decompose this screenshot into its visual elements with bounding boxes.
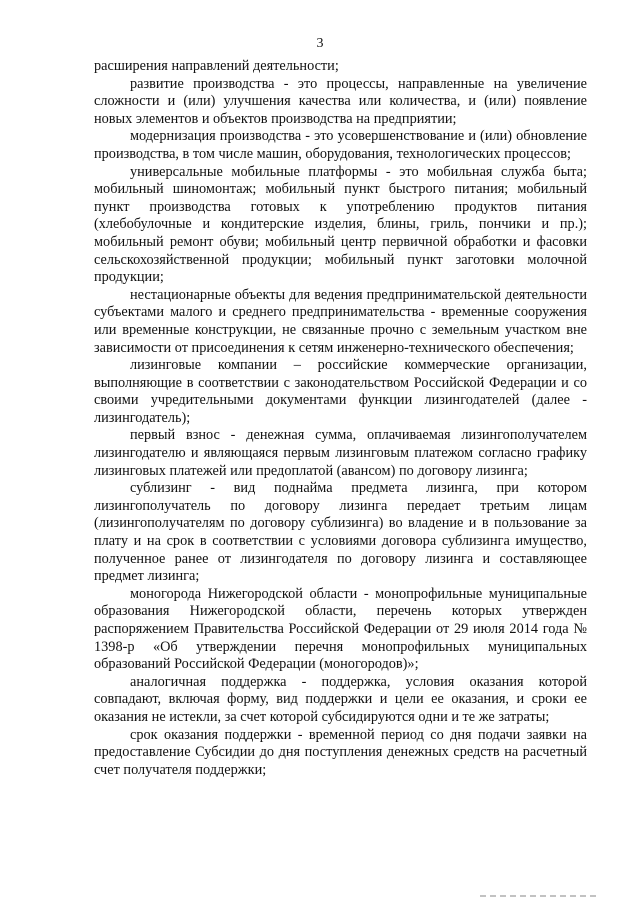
definition-paragraph: модернизация производства - это усовершенствование и (или) обновление производства, в том числе машин, оборудования, технологических процессов; [94,128,587,162]
definition-paragraph: развитие производства - это процессы, направленные на увеличение сложности и (или) улучшения качества или количества, и (или) появление новых элементов и объектов производства на предприятии; [94,75,587,127]
definition-paragraph: моногорода Нижегородской области - монопрофильные муниципальные образования Нижегородской области, перечень которых утвержден распоряжением Правительства Российской Федерации от 29 июля 2014 года № 1398-р «Об утверждении перечня монопрофильных муниципальных образований Российской Федерации (моногородов)»; [94,585,587,673]
definition-paragraph: универсальные мобильные платформы - это мобильная служба быта; мобильный шиномонтаж; мобильный пункт быстрого питания; мобильный пункт производства готовых к употреблению продуктов питания (хлебобулочные и кондитерские изделия, блины, гриль, пончики и пр.); мобильный ремонт обуви; мобильный центр первичной обработки и фасовки сельскохозяйственной продукции; мобильный пункт заготовки молочной продукции; [94,163,587,286]
definition-paragraph: срок оказания поддержки - временной период со дня подачи заявки на предоставление Субсидии до дня поступления денежных средств на расчетный счет получателя поддержки; [94,726,587,778]
document-body [94,58,587,779]
definition-paragraph: лизинговые компании – российские коммерческие организации, выполняющие в соответствии с законодательством Российской Федерации и со своими учредительными документами функции лизингодателей (далее - лизингодатель); [94,357,587,426]
definition-paragraph: нестационарные объекты для ведения предпринимательской деятельности субъектами малого и среднего предпринимательства - временные сооружения или временные конструкции, не связанные прочно с земельным участком вне зависимости от присоединения к сетям инженерно-технического обеспечения; [94,286,587,356]
definition-paragraph: первый взнос - денежная сумма, оплачиваемая лизингополучателем лизингодателю и являющаяся первым лизинговым платежом согласно графику лизинговых платежей или предоплатой (авансом) по договору лизинга; [94,427,587,479]
definition-paragraph: сублизинг - вид поднайма предмета лизинга, при котором лизингополучатель по договору лизинга передает третьим лицам (лизингополучателям по договору сублизинга) во владение и в пользование за плату и на срок в соответствии с условиями договора сублизинга имущество, полученное ранее от лизингодателя по договору лизинга и составляющее предмет лизинга; [94,480,587,585]
page-number: 3 [316,36,324,51]
definition-paragraph: аналогичная поддержка - поддержка, условия оказания которой совпадают, включая форму, вид поддержки и цели ее оказания, и сроки ее оказания не истекли, за счет которой субсидируются одни и те же затраты; [94,673,587,725]
definition-paragraph: расширения направлений деятельности; [94,58,339,74]
scan-artifact-line [480,895,600,897]
